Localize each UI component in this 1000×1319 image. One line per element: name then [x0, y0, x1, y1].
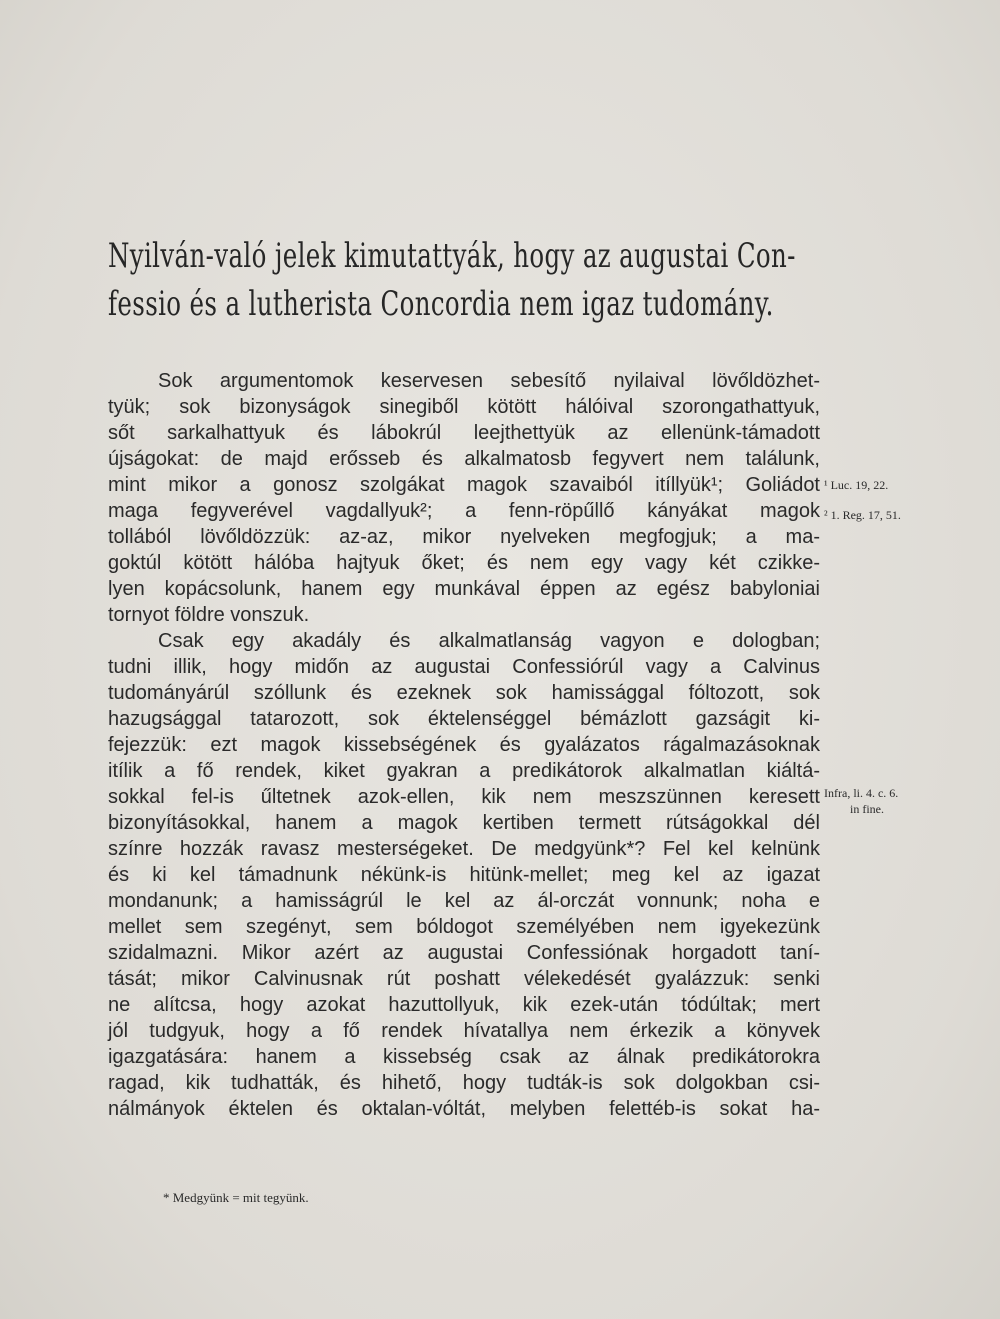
body-line: Sok argumentomok keservesen sebesítő nyilaival lövőldözhet- — [158, 370, 820, 392]
body-line: sokkal fel-is űltetnek azok-ellen, kik nem meszszünnen keresett — [108, 786, 820, 808]
chapter-title-line-2: fessio és a lutherista Concordia nem igaz tudomány. — [108, 284, 774, 324]
body-line: tudni illik, hogy midőn az augustai Confessiórúl vagy a Calvinus — [108, 656, 820, 678]
body-line: újságokat: de majd erősseb és alkalmatosb fegyvert nem találunk, — [108, 448, 820, 470]
body-line: bizonyításokkal, hanem a magok kertiben termett rútságokkal dél — [108, 812, 820, 834]
footnote: * Medgyünk = mit tegyünk. — [163, 1190, 309, 1205]
body-line: mellet sem szegényt, sem bóldogot személyében nem igyekezünk — [108, 916, 820, 938]
body-line: tornyot földre vonszuk. — [108, 604, 310, 626]
body-line: tását; mikor Calvinusnak rút poshatt vélekedését gyalázzuk: senki — [108, 968, 820, 990]
body-line: goktúl kötött hálóba hajtyuk őket; és nem egy vagy két czikke- — [108, 552, 820, 574]
body-line: és ki kel támadnunk nékünk-is hitünk-mellet; meg kel az igazat — [108, 864, 820, 886]
margin-note-in-fine: in fine. — [850, 802, 884, 816]
body-line: itílik a fő rendek, kiket gyakran a predikátorok alkalmatlan kiáltá- — [108, 760, 820, 782]
margin-note-infra: Infra, li. 4. c. 6. — [824, 786, 899, 800]
body-line: ne alítcsa, hogy azokat hazuttollyuk, kik ezek-után tódúltak; mert — [108, 994, 820, 1016]
body-line: nálmányok éktelen és oktalan-vóltát, melyben felettéb-is sokat ha- — [108, 1098, 820, 1120]
body-line: tollából lövőldözzük: az-az, mikor nyelveken megfogjuk; a ma- — [108, 526, 820, 548]
body-line: ragad, kik tudhatták, és hihető, hogy tudták-is sok dolgokban csi- — [108, 1072, 820, 1094]
body-line: Csak egy akadály és alkalmatlanság vagyon e dologban; — [158, 630, 820, 652]
body-line: szidalmazni. Mikor azért az augustai Confessiónak horgadott taní- — [108, 942, 820, 964]
body-line: igazgatására: hanem a kissebség csak az álnak predikátorokra — [108, 1046, 820, 1068]
body-line: tyük; sok bizonyságok sinegiből kötött hálóival szorongathattyuk, — [108, 396, 820, 418]
body-line: lyen kopácsolunk, hanem egy munkával éppen az egész babyloniai — [108, 578, 820, 600]
body-line: mondanunk; a hamisságrúl le kel az ál-orczát vonnunk; noha e — [108, 890, 820, 912]
body-line: sőt sarkalhattyuk és lábokrúl leejthettyük az ellenünk-támadott — [108, 422, 820, 444]
body-line: jól tudgyuk, hogy a fő rendek hívatallya nem érkezik a könyvek — [108, 1020, 820, 1042]
margin-note-luc: ¹ Luc. 19, 22. — [824, 478, 889, 492]
body-line: maga fegyverével vagdallyuk²; a fenn-röpűllő kányákat magok — [108, 500, 820, 522]
body-line: fejezzük: ezt magok kissebségének és gyalázatos rágalmazásoknak — [108, 734, 820, 756]
chapter-title-line-1: Nyilván-való jelek kimutattyák, hogy az augustai Con- — [108, 236, 796, 276]
body-line: hazugsággal tatarozott, sok éktelenséggel bémázlott gazságit ki- — [108, 708, 820, 730]
body-line: mint mikor a gonosz szolgákat magok szavaiból itíllyük¹; Goliádot — [108, 474, 820, 496]
body-line: színre hozzák ravasz mesterségeket. De medgyünk*? Fel kel kelnünk — [108, 838, 820, 860]
margin-note-reg: ² 1. Reg. 17, 51. — [824, 508, 901, 522]
body-line: tudományárúl szóllunk és ezeknek sok hamissággal fóltozott, sok — [108, 682, 820, 704]
